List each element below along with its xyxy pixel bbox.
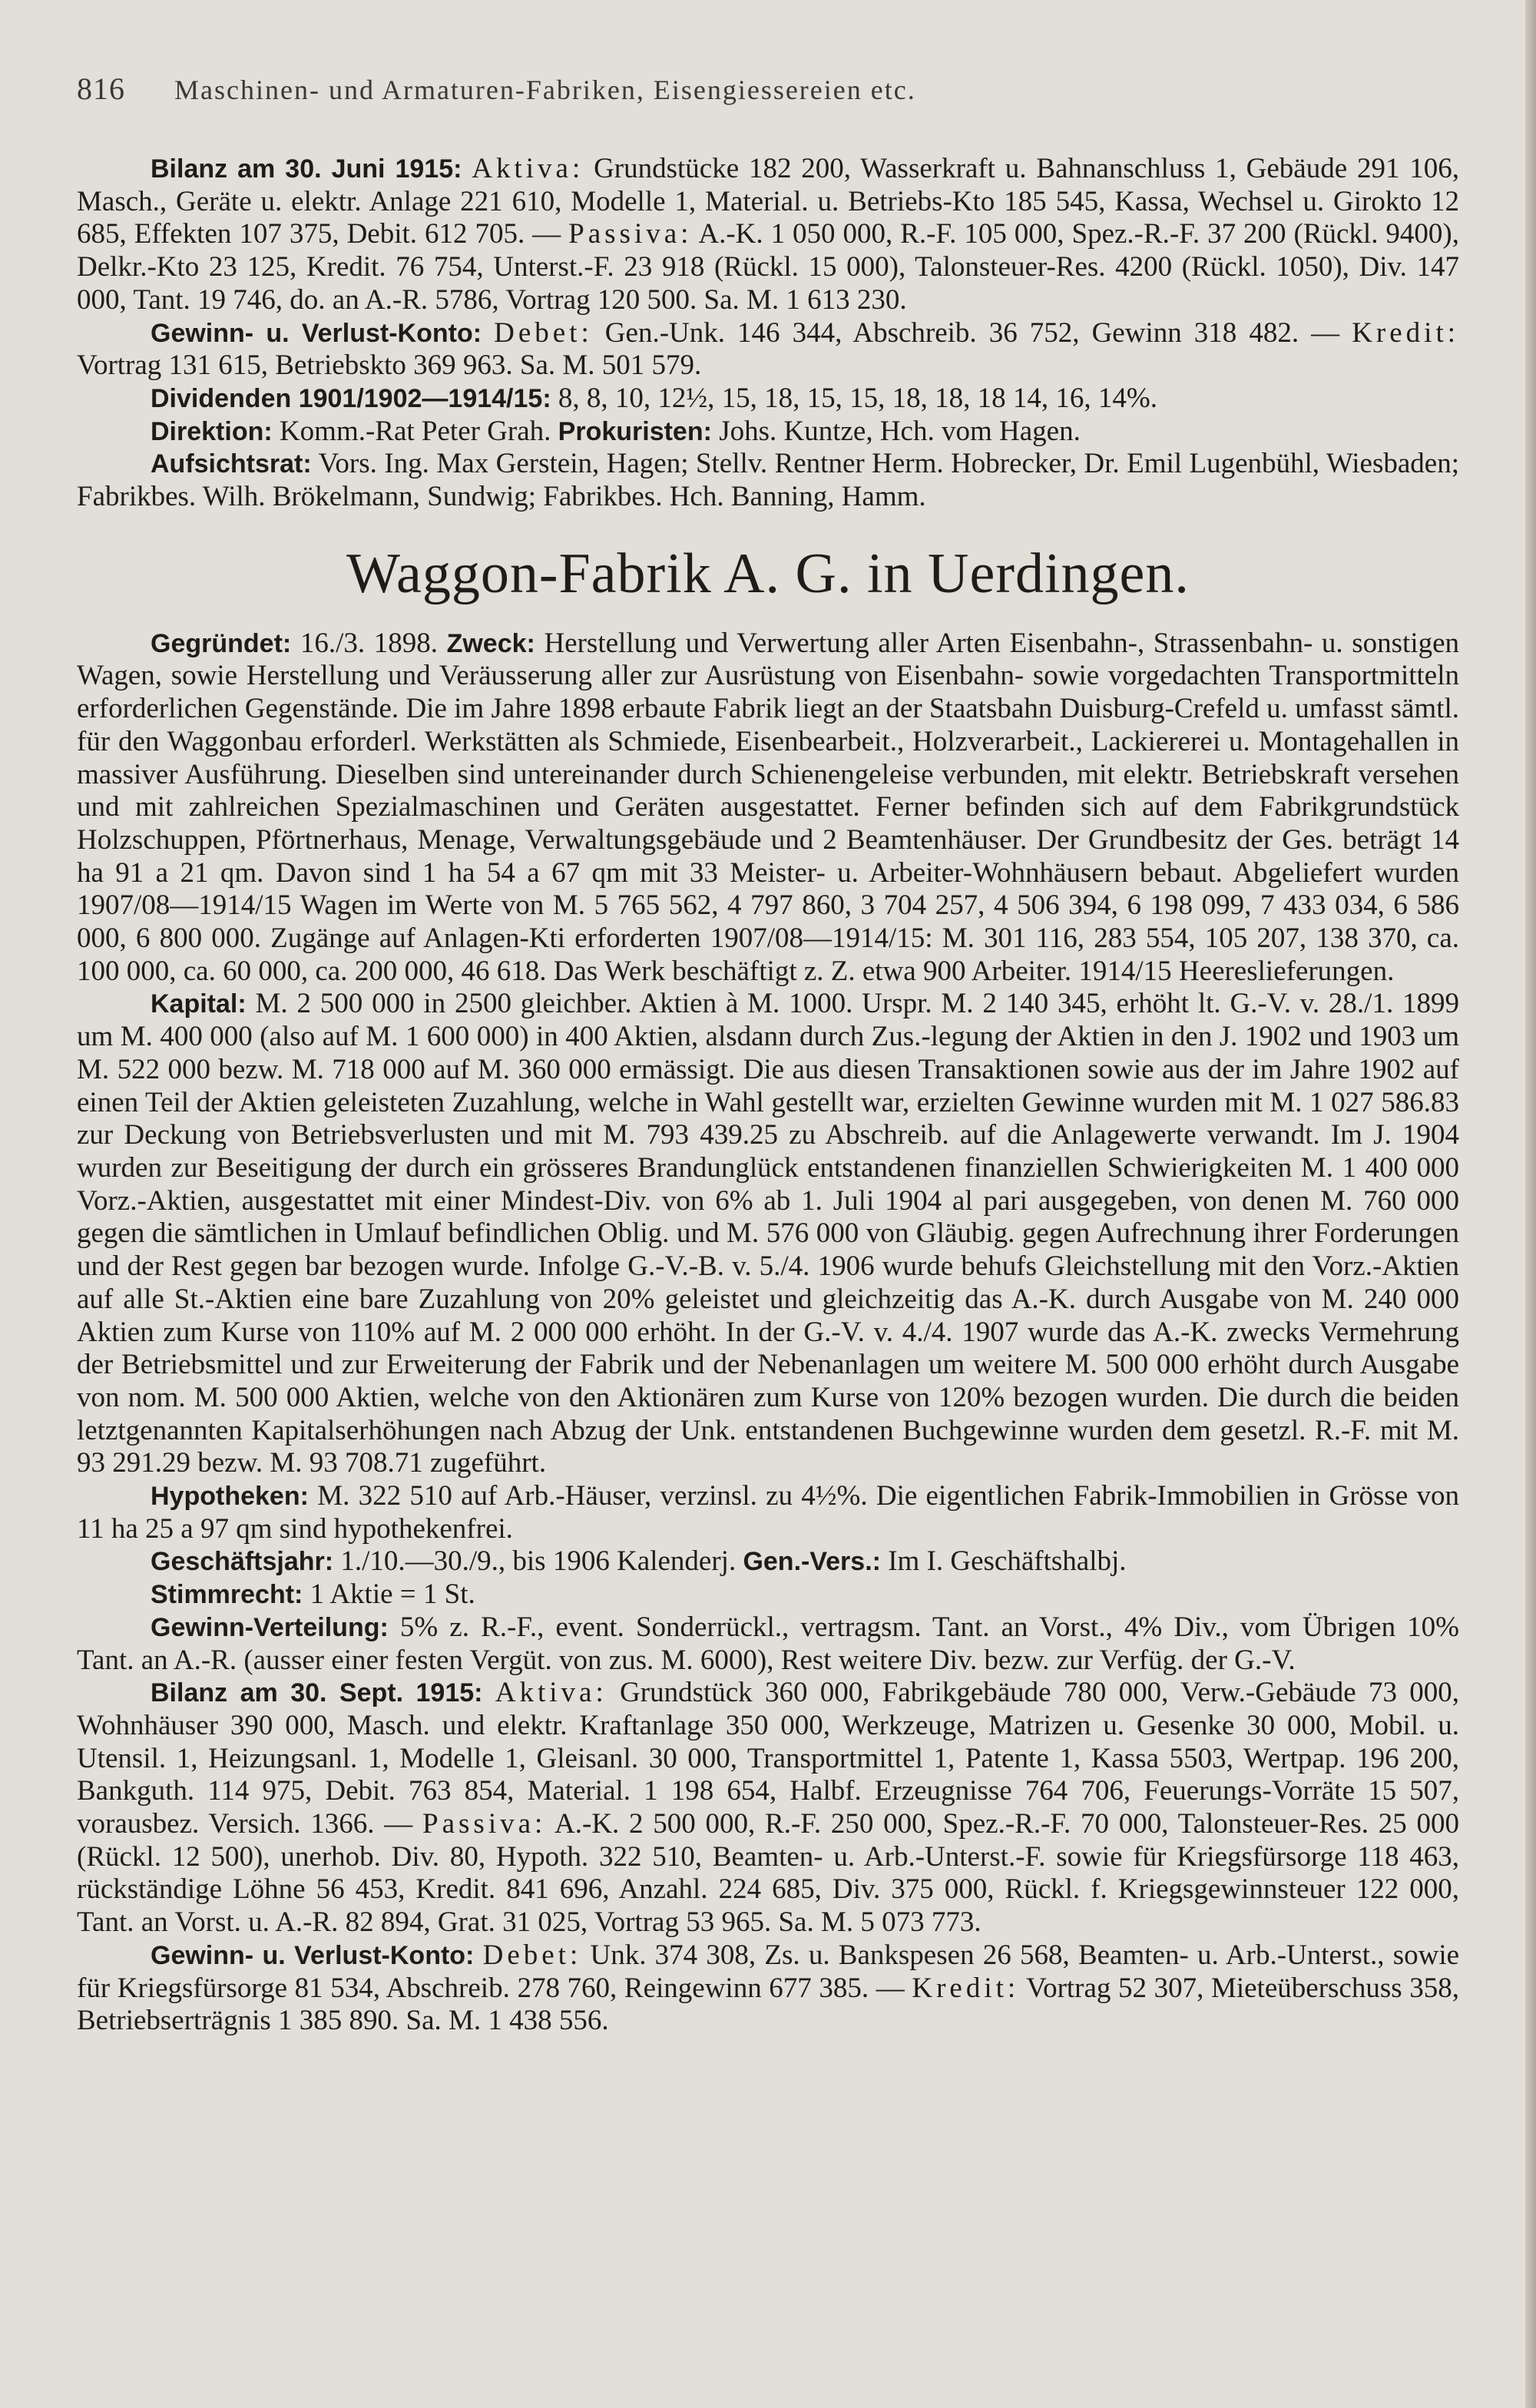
bilanz-label: Bilanz am 30. Sept. 1915: xyxy=(151,1678,483,1708)
prev-aufsichtsrat-text: Vors. Ing. Max Gerstein, Hagen; Stellv. Rentner Herm. Hobrecker, Dr. Emil Lugenbühl, Wiesbaden; Fabrikbes. Wilh. Brökelmann, Sundwig; Fabrikbes. Hch. Banning, Hamm. xyxy=(77,448,1459,513)
prev-gewinn-label: Gewinn- u. Verlust-Konto: xyxy=(151,318,482,348)
prev-gewinn-kredit-label: Kredit: xyxy=(1352,316,1460,349)
running-title: Maschinen- und Armaturen-Fabriken, Eisengiessereien etc. xyxy=(174,75,916,105)
gegruendet-date: 16./3. 1898. xyxy=(300,627,438,659)
bilanz-passiva-text: A.-K. 2 500 000, R.-F. 250 000, Spez.-R.-F. 70 000, Talonsteuer-Res. 25 000 (Rückl. 12 500), unerhob. Div. 80, Hypoth. 322 510, Beamten- u. Arb.-Unterst.-F. sowie für Kriegsfürsorge 118 463, rückständige Löhne 56 453, Kredit. 841 696, Anzahl. 224 685, Div. 375 000, Rückl. f. Kriegsgewinnsteuer 122 000, Tant. an Vorst. u. A.-R. 82 894, Grat. 31 025, Vortrag 53 965. Sa. M. 5 073 773. xyxy=(77,1808,1459,1939)
geschaeftsjahr-label: Geschäftsjahr: xyxy=(151,1547,334,1577)
prev-gewinn-paragraph xyxy=(77,317,1459,383)
stimmrecht-paragraph xyxy=(77,1578,1459,1611)
hypotheken-paragraph xyxy=(77,1480,1459,1545)
prev-gewinn-debet-label: Debet: xyxy=(494,316,593,349)
page-number: 816 xyxy=(77,71,125,106)
gewinn-verteilung-text: 5% z. R.-F., event. Sonderrückl., vertragsm. Tant. an Vorst., 4% Div., vom Übrigen 10% Tant. an A.-R. (ausser einer festen Vergüt. von zus. M. 6000), Rest weitere Div. bezw. zur Verfüg. der G.-V. xyxy=(77,1611,1460,1676)
gewinn-debet-text: Unk. 374 308, Zs. u. Bankspesen 26 568, Beamten- u. Arb.-Unterst., sowie für Kriegsfürsorge 81 534, Abschreib. 278 760, Reingewinn 677 385. — xyxy=(77,1939,1460,2004)
kapital-paragraph xyxy=(77,988,1459,1480)
gewinn-verteilung-paragraph xyxy=(77,1611,1459,1677)
kapital-text: M. 2 500 000 in 2500 gleichber. Aktien à M. 1000. Urspr. M. 2 140 345, erhöht lt. G.-V. v. 28./1. 1899 um M. 400 000 (also auf M. 1 600 000) in 400 Aktien, alsdann durch Zus.-legung der Aktien in den J. 1902 und 1903 um M. 522 000 bezw. M. 718 000 auf M. 360 000 ermässigt. Die aus diesen Transaktionen sowie aus der im Jahre 1902 auf einen Teil der Aktien geleisteten Zuzahlung, welche in Wahl gestellt war, erzielten Gewinne wurden mit M. 1 027 586.83 zur Deckung von Betriebsverlusten und mit M. 793 439.25 zu Abschreib. auf die Anlagewerte verwandt. Im J. 1904 wurden zur Beseitigung der durch ein grösseres Brandunglück entstandenen finanziellen Schwierigkeiten M. 1 400 000 Vorz.-Aktien, ausgestattet mit einer Mindest-Div. von 6% ab 1. Juli 1904 al pari ausgegeben, von denen M. 760 000 gegen die sämtlichen in Umlauf befindlichen Oblig. und M. 576 000 von Gläubig. gegen Aufrechnung ihrer Forderungen und der Rest gegen bar bezogen wurde. Infolge G.-V.-B. v. 5./4. 1906 wurde behufs Gleichstellung mit den Vorz.-Aktien auf alle St.-Aktien eine bare Zuzahlung von 20% geleistet und gleichzeitig das A.-K. durch Ausgabe von M. 240 000 Aktien zum Kurse von 110% auf M. 2 000 000 erhöht. In der G.-V. v. 4./4. 1907 wurde das A.-K. zwecks Vermehrung der Betriebsmittel und zur Erweiterung der Fabrik und der Nebenanlagen um weitere M. 500 000 erhöht durch Ausgabe von nom. M. 500 000 Aktien, welche von den Aktionären zum Kurse von 120% bezogen wurden. Die durch die beiden letztgenannten Kapitalserhöhungen nach Abzug der Unk. entstandenen Buchgewinne wurden dem gesetzl. R.-F. mit M. 93 291.29 bezw. M. 93 708.71 zugeführt. xyxy=(77,988,1460,1479)
gewinn-label: Gewinn- u. Verlust-Konto: xyxy=(151,1940,475,1970)
gewinn-paragraph xyxy=(77,1939,1459,2038)
prev-dividenden-label: Dividenden 1901/1902—1914/15: xyxy=(151,383,551,413)
prev-aufsichtsrat-label: Aufsichtsrat: xyxy=(151,449,312,479)
prev-dividenden-text: 8, 8, 10, 12½, 15, 18, 15, 15, 18, 18, 18 14, 16, 14%. xyxy=(558,382,1157,414)
page-header xyxy=(77,71,1459,107)
zweck-label: Zweck: xyxy=(446,628,535,658)
hypotheken-text: M. 322 510 auf Arb.-Häuser, verzinsl. zu 4½%. Die eigentlichen Fabrik-Immobilien in Grösse von 11 ha 25 a 97 qm sind hypothekenfrei. xyxy=(77,1480,1459,1545)
prev-prokuristen-text: Johs. Kuntze, Hch. vom Hagen. xyxy=(719,415,1081,447)
prev-dividenden-paragraph xyxy=(77,383,1459,416)
gewinn-kredit-text: Vortrag 52 307, Mieteüberschuss 358, Betriebserträgnis 1 385 890. Sa. M. 1 438 556. xyxy=(77,1972,1459,2037)
gegruendet-label: Gegründet: xyxy=(151,628,292,658)
stimmrecht-label: Stimmrecht: xyxy=(151,1580,303,1610)
prev-gewinn-debet-text: Gen.-Unk. 146 344, Abschreib. 36 752, Gewinn 318 482. — xyxy=(604,316,1340,349)
geschaeftsjahr-text: 1./10.—30./9., bis 1906 Kalenderj. xyxy=(340,1545,737,1578)
prev-bilanz-paragraph xyxy=(77,153,1459,317)
zweck-text: Herstellung und Verwertung aller Arten Eisenbahn-, Strassenbahn- u. sonstigen Wagen, sowie Herstellung und Veräusserung aller zur Ausrüstung von Eisenbahn- sowie vorgedachten Transportmitteln erforderlichen Gegenstände. Die im Jahre 1898 erbaute Fabrik liegt an der Staatsbahn Duisburg-Crefeld u. umfasst sämtl. für den Waggonbau erforderl. Werkstätten als Schmiede, Eisenbearbeit., Holzverarbeit., Lackiererei u. Montagehallen in massiver Ausführung. Dieselben sind untereinander durch Schienengeleise verbunden, mit elektr. Betriebskraft versehen und mit zahlreichen Spezialmaschinen und Geräten ausgestattet. Ferner befinden sich auf dem Fabrikgrundstück Holzschuppen, Pförtnerhaus, Menage, Verwaltungsgebäude und 2 Beamtenhäuser. Der Grundbesitz der Ges. beträgt 14 ha 91 a 21 qm. Davon sind 1 ha 54 a 67 qm mit 33 Meister- u. Arbeiter-Wohnhäusern bebaut. Abgeliefert wurden 1907/08—1914/15 Wagen im Werte von M. 5 765 562, 4 797 860, 3 704 257, 4 506 394, 6 198 099, 7 433 034, 6 586 000, 6 800 000. Zugänge auf Anlagen-Kti erforderten 1907/08—1914/15: M. 301 116, 283 554, 105 207, 138 370, ca. 100 000, ca. 60 000, ca. 200 000, 46 618. Das Werk beschäftigt z. Z. etwa 900 Arbeiter. 1914/15 Heereslieferungen. xyxy=(77,627,1460,987)
geschaeftsjahr-paragraph xyxy=(77,1545,1459,1578)
gen-vers-text: Im I. Geschäftshalbj. xyxy=(888,1545,1127,1578)
bilanz-paragraph xyxy=(77,1677,1459,1939)
gewinn-verteilung-label: Gewinn-Verteilung: xyxy=(151,1612,389,1642)
gewinn-debet-label: Debet: xyxy=(482,1939,582,1971)
prev-bilanz-passiva-text: A.-K. 1 050 000, R.-F. 105 000, Spez.-R.-F. 37 200 (Rückl. 9400), Delkr.-Kto 23 125, Kredit. 76 754, Unterst.-F. 23 918 (Rückl. 15 000), Talonsteuer-Res. 4200 (Rückl. 1050), Div. 147 000, Tant. 19 746, do. an A.-R. 5786, Vortrag 120 500. Sa. M. 1 613 230. xyxy=(77,218,1459,316)
prev-bilanz-passiva-label: Passiva: xyxy=(568,218,693,250)
prev-direktion-paragraph xyxy=(77,416,1459,449)
prev-bilanz-aktiva-label: Aktiva: xyxy=(472,153,584,184)
prev-gewinn-kredit-text: Vortrag 131 615, Betriebskto 369 963. Sa. M. 501 579. xyxy=(77,349,702,382)
kapital-label: Kapital: xyxy=(151,989,247,1019)
book-spine-shadow xyxy=(1525,0,1536,2408)
prev-bilanz-aktiva-text: Grundstücke 182 200, Wasserkraft u. Bahnanschluss 1, Gebäude 291 106, Masch., Geräte u. elektr. Anlage 221 610, Modelle 1, Material. u. Betriebs-Kto 185 545, Kassa, Wechsel u. Girokto 12 685, Effekten 107 375, Debit. 612 705. — xyxy=(77,153,1460,250)
prev-bilanz-label: Bilanz am 30. Juni 1915: xyxy=(151,154,462,184)
hypotheken-label: Hypotheken: xyxy=(151,1482,309,1512)
company-title: Waggon-Fabrik A. G. in Uerdingen. xyxy=(346,542,1190,605)
bilanz-aktiva-label: Aktiva: xyxy=(495,1677,607,1709)
prev-direktion-text: Komm.-Rat Peter Grah. xyxy=(279,415,551,447)
gegruendet-paragraph xyxy=(77,628,1459,989)
prev-aufsichtsrat-paragraph xyxy=(77,448,1459,513)
bilanz-aktiva-text: Grundstück 360 000, Fabrikgebäude 780 000, Verw.-Gebäude 73 000, Wohnhäuser 390 000, Masch. und elektr. Kraftanlage 350 000, Werkzeuge, Matrizen u. Gesenke 30 000, Mobil. u. Utensil. 1, Heizungsanl. 1, Modelle 1, Gleisanl. 30 000, Transportmittel 1, Patente 1, Kassa 5503, Wertpap. 196 200, Bankguth. 114 975, Debit. 763 854, Material. 1 198 654, Halbf. Erzeugnisse 764 706, Feuerungs-Vorräte 15 507, vorausbez. Versich. 1366. — xyxy=(77,1677,1460,1840)
bilanz-passiva-label: Passiva: xyxy=(422,1808,547,1840)
prev-prokuristen-label: Prokuristen: xyxy=(558,416,712,446)
prev-direktion-label: Direktion: xyxy=(151,416,273,446)
gewinn-kredit-label: Kredit: xyxy=(912,1972,1020,2004)
gen-vers-label: Gen.-Vers.: xyxy=(743,1547,881,1577)
stimmrecht-text: 1 Aktie = 1 St. xyxy=(310,1578,475,1611)
